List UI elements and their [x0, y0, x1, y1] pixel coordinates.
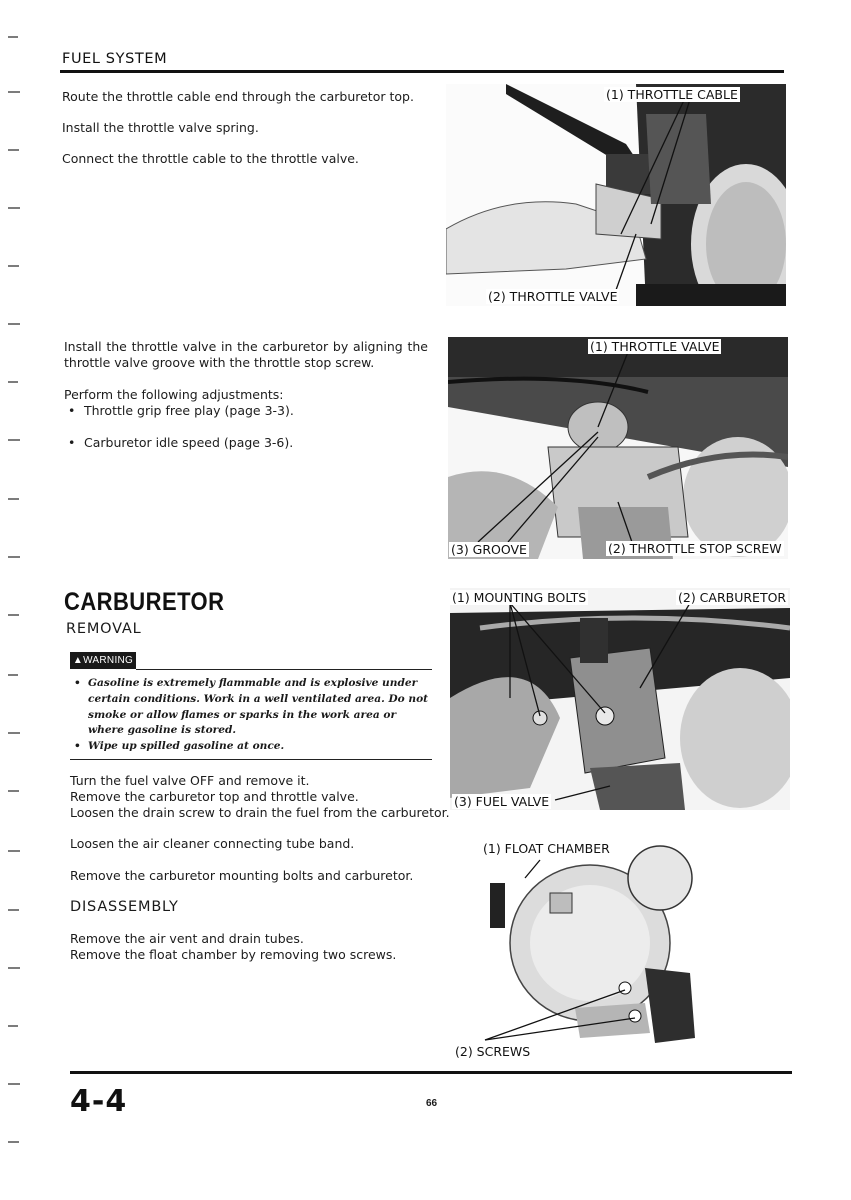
margin-marks	[0, 0, 30, 1200]
label-throttle-cable: (1) THROTTLE CABLE	[606, 87, 738, 102]
removal-step: Loosen the drain screw to drain the fuel from the carburetor.	[70, 805, 450, 820]
throttle-cable-photo	[446, 84, 786, 306]
header-rule	[60, 70, 784, 73]
adjustments-intro: Perform the following adjustments:	[64, 387, 284, 402]
label-float-chamber: (1) FLOAT CHAMBER	[483, 841, 610, 856]
throttle-valve-photo	[448, 337, 788, 559]
warning-triangle-icon: ▲	[72, 655, 84, 666]
label-throttle-valve: (1) THROTTLE VALVE	[590, 339, 720, 354]
warning-rule-top	[136, 669, 432, 670]
footer-rule	[70, 1071, 792, 1074]
label-carburetor: (2) CARBURETOR	[678, 590, 787, 605]
removal-step-tube-band: Loosen the air cleaner connecting tube band.	[70, 836, 355, 851]
install-valve-line2: throttle valve groove with the throttle stop screw.	[64, 355, 375, 370]
warning-text	[72, 676, 434, 755]
removal-step-mounting-bolts: Remove the carburetor mounting bolts and carburetor.	[70, 868, 414, 883]
warning-badge	[70, 652, 136, 669]
section-title-carburetor: CARBURETOR	[64, 588, 225, 616]
warning-rule-bottom	[70, 759, 432, 760]
adjustment-item: • Carburetor idle speed (page 3-6).	[64, 435, 851, 451]
step-connect-cable: Connect the throttle cable to the throttle valve.	[62, 151, 359, 166]
carburetor-mounting-photo	[450, 588, 790, 810]
disassembly-heading: DISASSEMBLY	[70, 899, 179, 915]
adjustment-item: • Throttle grip free play (page 3-3).	[64, 403, 851, 419]
removal-step: Turn the fuel valve OFF and remove it.	[70, 773, 310, 788]
label-mounting-bolts: (1) MOUNTING BOLTS	[452, 590, 587, 605]
install-valve-line1: Install the throttle valve in the carburetor by aligning the	[64, 339, 428, 354]
page-number: 4-4	[70, 1084, 128, 1119]
removal-step: Remove the carburetor top and throttle valve.	[70, 789, 359, 804]
warning-item: • Wipe up spilled gasoline at once.	[72, 739, 434, 755]
step-install-spring: Install the throttle valve spring.	[62, 120, 259, 135]
label-groove: (3) GROOVE	[451, 542, 527, 557]
warning-item: • Gasoline is extremely flammable and is explosive under certain conditions. Work in a well ventilated area. Do not smoke or allow flames or sparks in the work area or where gasoline is stored.	[72, 676, 434, 739]
warning-label: WARNING	[83, 655, 134, 666]
label-screws: (2) SCREWS	[455, 1044, 531, 1059]
disassembly-step: Remove the float chamber by removing two screws.	[70, 947, 397, 962]
label-throttle-stop-screw: (2) THROTTLE STOP SCREW	[608, 541, 782, 556]
label-throttle-valve: (2) THROTTLE VALVE	[488, 289, 618, 304]
removal-heading: REMOVAL	[66, 621, 142, 637]
sheet-number: 66	[426, 1098, 438, 1109]
label-fuel-valve: (3) FUEL VALVE	[454, 794, 550, 809]
section-header: FUEL SYSTEM	[62, 51, 168, 67]
disassembly-step: Remove the air vent and drain tubes.	[70, 931, 304, 946]
step-route-cable: Route the throttle cable end through the carburetor top.	[62, 89, 414, 104]
float-chamber-photo	[455, 838, 725, 1062]
